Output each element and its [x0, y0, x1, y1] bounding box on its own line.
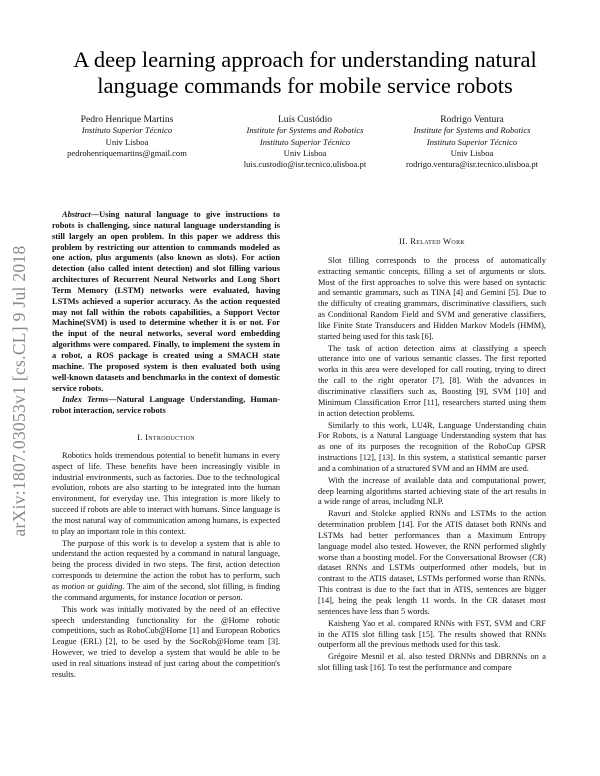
- index-terms-dash: —: [108, 395, 117, 405]
- left-column: [52, 210, 280, 682]
- arxiv-identifier-stamp: arXiv:1807.03053v1 [cs.CL] 9 Jul 2018: [9, 245, 29, 537]
- author-3: [382, 114, 562, 170]
- author-affiliation-secondary: Instituto Superior Técnico: [426, 136, 518, 147]
- paragraph-text: The purpose of this work is to develop a system that is able to understand the action requested by a command in natural language, being the process divided in two steps. The first, action detection corresponds to determine the action the robot has to perform, such as: [52, 538, 280, 591]
- author-name: Pedro Henrique Martins: [80, 114, 174, 125]
- italic-term: person: [217, 592, 241, 602]
- abstract-dash: —: [90, 210, 100, 219]
- author-university: Univ Lisboa: [450, 147, 494, 158]
- related-paragraph-3: Similarly to this work, LU4R, Language Understanding chain For Robots, is a Natural Language Understanding system that has as one of its purposes the recognition of the RoboCup GPSR instructions [12], [13]. In this system, a statistical semantic parser and a combination of a structured SVM and an HMM are used.: [318, 420, 546, 473]
- author-email: rodrigo.ventura@isr.tecnico.ulisboa.pt: [405, 159, 538, 170]
- section-title: Related Work: [410, 236, 465, 246]
- author-email: pedrohenriquemartins@gmail.com: [67, 147, 187, 158]
- related-paragraph-1: Slot filling corresponds to the process of automatically extracting semantic concepts, filling a set of arguments or slots. Most of the first approaches to solve this were based on syntactic and semantic grammars, such as TINA [4] and Gemini [5]. Due to the difficulty of creating grammars, discriminative classifiers, such as Conditional Random Field and SVM and generative classifiers, like Finite State Transducers and Hidden Markov Models (HMM), started being used for this task [6].: [318, 255, 546, 341]
- related-paragraph-4: With the increase of available data and computational power, deep learning algorithms started achieving state of the art results in a wide range of areas, including NLP.: [318, 475, 546, 507]
- paragraph-text: .: [240, 592, 243, 602]
- author-affiliation: Institute for Systems and Robotics: [413, 125, 531, 136]
- author-email: luis.custodio@isr.tecnico.ulisboa.pt: [243, 159, 367, 170]
- index-terms-label: Index Terms: [62, 395, 109, 405]
- intro-paragraph-1: Robotics holds tremendous potential to benefit humans in every aspect of life. These benefits have been increasingly visible in industrial environments, such as factories. Due to the technological evolution, robots are also starting to be integrated into the human environment, for everyday use. This integration is more likely to succeed if robots are able to interact with humans. Since language is the most natural way of communication among humans, is expected to play an important role in this context.: [52, 450, 280, 536]
- author-block: [52, 114, 562, 184]
- author-2: [220, 114, 390, 170]
- related-paragraph-5: Ravuri and Stolcke applied RNNs and LSTMs to the action determination problem [14]. For the ATIS dataset both RNNs and LSTMs had better performances than a Maximum Entropy language model also tested. However, the RNN performed slightly worse than a boosting model. For the Conversational Browser (CR) dataset RNNs and LSTMs outperformed other models, but in contrast to the ATIS dataset, LSTMs performed worse than RNNs. This contrast is due to the fact that in ATIS, sentences are bigger [14], being the peak length 11 words. In the CR dataset most sentences have less than 5 words.: [318, 509, 546, 616]
- italic-term: motion: [61, 582, 85, 591]
- paper-title: A deep learning approach for understanding natural language commands for mobile service robots: [73, 47, 537, 98]
- section-title: Introduction: [145, 432, 195, 443]
- author-1: [52, 114, 202, 159]
- section-heading-related-work: [318, 236, 546, 247]
- italic-term: guiding: [96, 582, 123, 591]
- abstract-label: Abstract: [62, 210, 91, 219]
- intro-paragraph-2: [52, 539, 280, 604]
- related-paragraph-7: Grégoire Mesnil et al. also tested DRNNs and DBRNNs on a slot filling task [16]. To test the performance and compare: [318, 652, 546, 673]
- italic-term: location: [179, 592, 207, 602]
- intro-paragraph-3: This work was initially motivated by the need of an effective speech understanding functionality for the @Home robotic competitions, such as RoboCub@Home [1] and European Robotics League (ERL) [2], to be used by the SocRob@Home team [3]. However, we tried to develop a system that would be able to be used in real situations instead of just caring about the competition's results.: [52, 604, 280, 679]
- related-paragraph-6: Kaisheng Yao et al. compared RNNs with FST, SVM and CRF in the ATIS slot filling task [15]. The results showed that RNNs outperform all the previous methods used for this task.: [318, 618, 546, 650]
- paragraph-text: . The aim of the second, slot filling, is finding the command arguments, for instance: [52, 582, 281, 602]
- abstract-text: Using natural language to give instructions to robots is challenging, since natural language understanding is still largely an open problem. In this paper we address this problem by restricting our attention to commands modeled as one action, plus arguments (also known as slots). For action detection (also called intent detection) and slot filling various architectures of Recurrent Neural Networks and Long Short Term Memory (LSTM) networks were evaluated, having LSTMs achieved a superior accuracy. As the action requested may not fall within the robots capabilities, a Support Vector Machine(SVM) is used to determine whether it is or not. For the input of the neural networks, several word embedding algorithms were compared. Finally, to implement the system in a robot, a ROS package is created using a SMACH state machine. The proposed system is then evaluated both using well-known datasets and benchmarks in the context of domestic service robots.: [52, 210, 280, 393]
- author-affiliation-secondary: Instituto Superior Técnico: [259, 136, 351, 147]
- abstract: [52, 210, 280, 394]
- right-column: [318, 210, 546, 675]
- paragraph-text: or: [84, 582, 97, 591]
- author-university: Univ Lisboa: [105, 136, 149, 147]
- section-heading-introduction: [52, 432, 280, 443]
- author-affiliation: Institute for Systems and Robotics: [246, 125, 364, 136]
- related-paragraph-2: The task of action detection aims at classifying a speech utterance into one of various semantic classes. The first reported works in this area were developed for call routing, trying to direct the call to the right operator [7], [8]. With the advances in discriminative classifiers such as, Boosting [9], SVM [10] and Minimum Classification Error [11], researchers started using them in action detection problems.: [318, 343, 546, 418]
- section-number: I.: [137, 432, 143, 443]
- section-number: II.: [399, 236, 408, 246]
- index-terms-text: Natural Language Understanding, Human-robot interaction, service robots: [52, 395, 280, 416]
- author-university: Univ Lisboa: [283, 147, 327, 158]
- index-terms: [52, 395, 280, 417]
- author-affiliation: Instituto Superior Técnico: [81, 125, 173, 136]
- author-name: Rodrigo Ventura: [440, 114, 504, 125]
- paragraph-text: or: [206, 592, 218, 602]
- author-name: Luís Custódio: [277, 114, 333, 125]
